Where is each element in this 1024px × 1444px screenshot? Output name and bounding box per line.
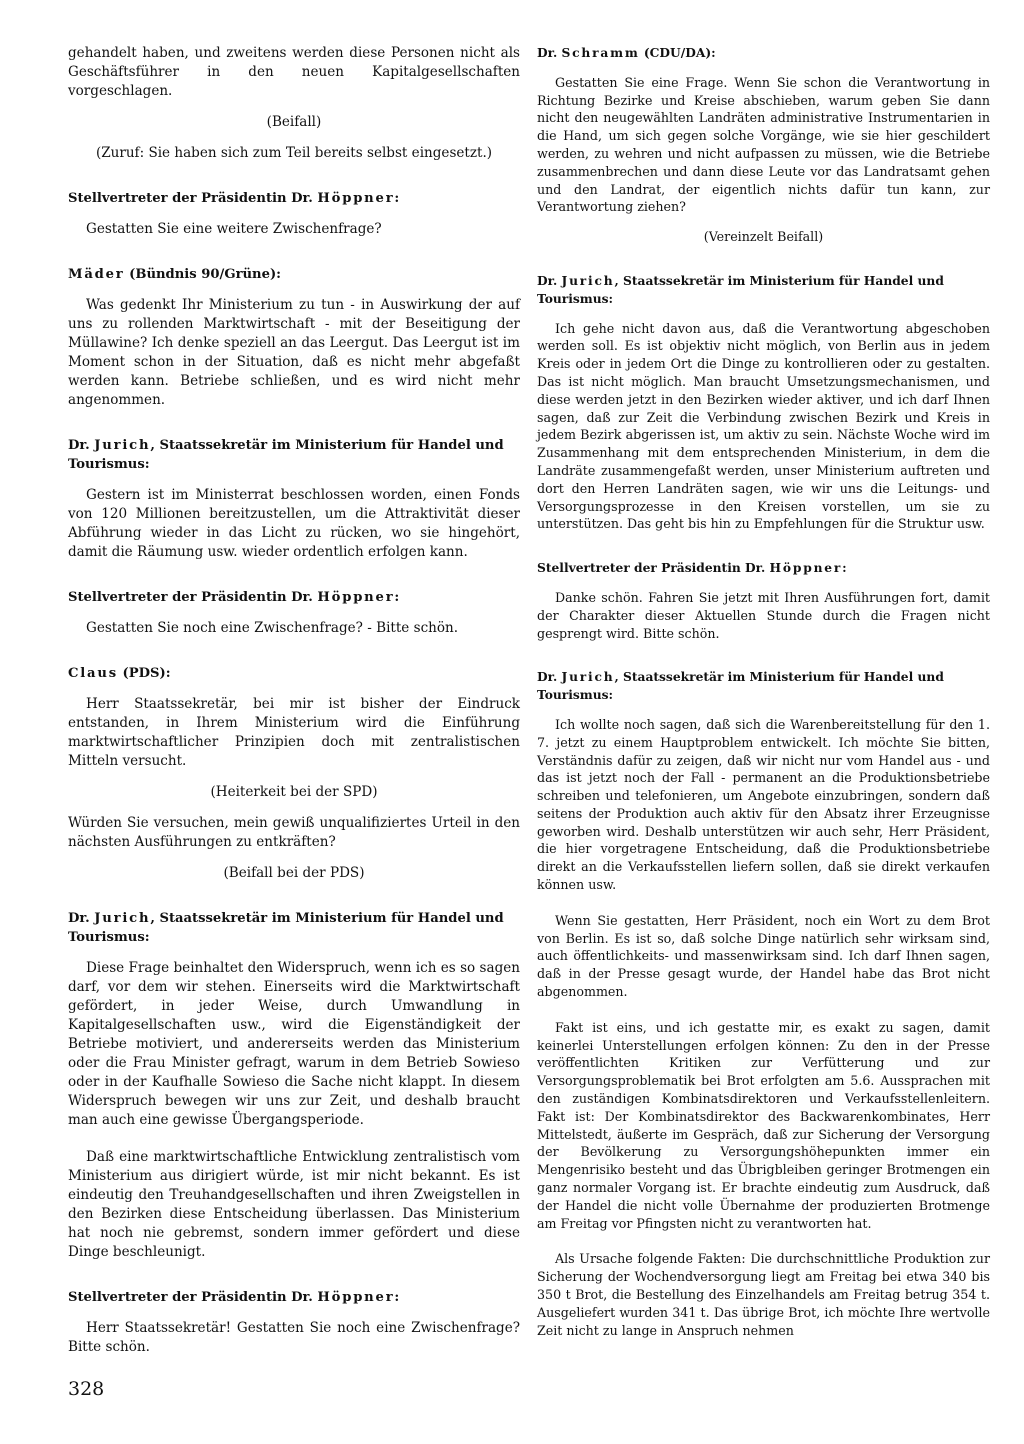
paragraph: Fakt ist eins, und ich gestatte mir, es exakt zu sagen, damit keinerlei Unterstellungen erfolgen können: Zu den in der Presse veröffentlichten Kritiken zur Verfütterung und zur Versorgungsproblematik bei Brot erfolgten am 5.6. Aussprachen mit den zuständigen Kombinatsdirektoren und Verkaufsstellenleitern. Fakt ist: Der Kombinatsdirektor des Backwarenkombinates, Herr Mittelstedt, äußerte im Gespräch, daß zur Sicherung der Versorgung der Bevölkerung zu Versorgungshöhepunkten immer ein Mengenrisiko besteht und das Übrigbleiben geringer Brotmengen ein ganz normaler Vorgang ist. Er brachte eindeutig zum Ausdruck, daß der Handel die nicht volle Übernahme der produzierten Brotmenge am Freitag vor Pfingsten nicht zu verantworten hat. xyxy=(537,1019,990,1231)
paragraph: Gestatten Sie eine weitere Zwischenfrage? xyxy=(86,221,382,237)
paragraph: Danke schön. Fahren Sie jetzt mit Ihren Ausführungen fort, damit der Charakter dieser Aktuellen Stunde durch die Fragen nicht gesprengt wird. Bitte schön. xyxy=(537,589,990,641)
speaker-name: Höppner xyxy=(317,191,395,206)
paragraph: Wenn Sie gestatten, Herr Präsident, noch ein Wort zu dem Brot von Berlin. Es ist so, daß solche Dinge natürlich sehr wirksam sind, auch öffentlichkeits- und massenwirksam sind. Ich darf Ihnen sagen, daß in der Presse gesagt wurde, der Handel habe das Brot nicht abgenommen. xyxy=(537,912,990,1000)
paragraph: Gestatten Sie noch eine Zwischenfrage? - Bitte schön. xyxy=(86,620,459,636)
speaker-name: Höppner xyxy=(317,590,395,605)
speaker-title: Dr. xyxy=(537,45,562,60)
paragraph: Herr Staatssekretär, bei mir ist bisher der Eindruck entstanden, in Ihrem Ministerium wird die Einführung marktwirtschaftlicher Prinzipien doch mit zentralistischen Mitteln versucht. xyxy=(68,696,520,769)
paragraph: Ich gehe nicht davon aus, daß die Verantwortung abgeschoben werden soll. Es ist objektiv nicht möglich, von Berlin aus in jedem Kreis oder in jedem Ort die Dinge zu kontrollieren oder zu gestalten. Das ist nicht möglich. Man braucht Umsetzungsmechanismen, und diese werden jetzt in den Bezirken wieder aktiver, und ich darf Ihnen sagen, daß zur Zeit die Verbindung zwischen Bezirk und Kreis in jedem Bezirk abgerissen ist, um aktiv zu sein. Nächste Woche wird im Zusammenhang mit dem entsprechenden Ministerium, in dem die Landräte zusammengefaßt werden, unser Ministerium auftreten und dort den Herren Landräten sagen, wie wir uns die Leitungs- und Versorgungsprozesse in den Kreisen vorstellen, um sie zu unterstützen. Das geht bis hin zu Empfehlungen für die Struktur usw. xyxy=(537,320,990,532)
speaker-colon: : xyxy=(394,590,400,605)
speaker-party: (CDU/DA): xyxy=(639,45,716,60)
stage-direction-zuruf: (Zuruf: Sie haben sich zum Teil bereits selbst eingesetzt.) xyxy=(95,145,493,161)
speaker-party: (PDS): xyxy=(117,666,171,681)
paragraph: Herr Staatssekretär! Gestatten Sie noch eine Zwischenfrage? Bitte schön. xyxy=(68,1320,520,1355)
speaker-name: Claus xyxy=(68,666,118,681)
paragraph: Daß eine marktwirtschaftliche Entwicklung zentralistisch vom Ministerium aus dirigiert würde, ist mir nicht bekannt. Es ist eindeutig den Treuhandgesellschaften und ihren Zweigstellen in den Bezirken diese Entscheidung überlassen. Das Ministerium hat noch nie gebremst, sondern immer gefördert und diese Dinge beschleunigt. xyxy=(68,1149,520,1260)
speaker-heading xyxy=(68,436,520,474)
right-column xyxy=(537,44,990,1339)
speaker-heading xyxy=(68,909,520,947)
paragraph: Als Ursache folgende Fakten: Die durchschnittliche Produktion zur Sicherung der Wochendversorgung liegt am Freitag bei etwa 340 bis 350 t Brot, die Bestellung des Einzelhandels am Freitag betrug 354 t. Ausgeliefert wurden 341 t. Das übrige Brot, ich möchte Ihre wertvolle Zeit nicht zu lange in Anspruch nehmen xyxy=(537,1251,990,1338)
left-column xyxy=(68,44,520,1357)
paragraph: Diese Frage beinhaltet den Widerspruch, wenn ich es so sagen darf, vor dem wir stehen. Einerseits wird die Marktwirtschaft gefördert, in jeder Weise, durch Umwandlung in Kapitalgesellschaften usw., wird die Eigenständigkeit der Betriebe motiviert, und andererseits werden das Ministerium oder die Frau Minister gefragt, warum in dem Betrieb Sowieso oder in der Kaufhalle Sowieso die Sache nicht klappt. In diesem Widerspruch bewegen wir uns zur Zeit, und deshalb braucht man auch eine gewisse Übergangsperiode. xyxy=(68,960,520,1128)
speaker-role: , Staatssekretär im Ministerium für Handel und Tourismus: xyxy=(68,438,504,472)
speaker-name: Jurich xyxy=(561,272,615,288)
stage-direction-heiterkeit: (Heiterkeit bei der SPD) xyxy=(210,784,378,800)
paragraph: Ich wollte noch sagen, daß sich die Warenbereitstellung für den 1. 7. jetzt zu einem Hauptproblem entwickelt. Ich möchte Sie bitten, Verständnis dafür zu zeigen, daß wir nicht nur vom Handel aus - und das ist jetzt noch der Fall - permanent an die Produktionsbetriebe schreiben und telefonieren, um Angebote einzubringen, sondern daß seitens der Produktion auch aktiv für den Absatz ihrer Erzeugnisse geworben wird. Deshalb unterstützen wir auch sehr, Herr Präsident, die hier vorgetragene Entscheidung, daß die Produktionsbetriebe direkt an die Verkaufsstellen liefern sollen, daß sie direkt verkaufen können usw. xyxy=(537,716,990,893)
speaker-name: Jurich xyxy=(94,438,151,453)
speaker-heading xyxy=(68,1288,520,1307)
speaker-colon: : xyxy=(394,1290,400,1305)
speaker-name: Jurich xyxy=(94,911,151,926)
speaker-title: Dr. xyxy=(537,272,562,288)
speaker-heading xyxy=(537,559,990,577)
stage-direction-beifall-pds: (Beifall bei der PDS) xyxy=(223,865,365,881)
speaker-heading xyxy=(537,44,990,62)
paragraph: Was gedenkt Ihr Ministerium zu tun - in Auswirkung der auf uns zu rollenden Marktwirtschaft - mit der Beseitigung der Müllawine? Ich denke speziell an das Leergut. Das Leergut ist im Moment schon in der Situation, daß es nicht mehr abgefaßt werden kann. Betriebe schließen, und es wird nicht mehr angenommen. xyxy=(68,297,520,408)
speaker-role: , Staatssekretär im Ministerium für Handel und Tourismus: xyxy=(537,669,944,703)
speaker-heading xyxy=(68,588,520,607)
paragraph: Gestatten Sie eine Frage. Wenn Sie schon die Verantwortung in Richtung Bezirke und Kreise abschieben, warum geben Sie dann nicht den neugewählten Landräten administrative Instrumentarien in die Hand, um sich gegen solche Vorgänge, wie sie hier geschildert werden, zu wehren und nicht aufpassen zu müssen, wie die Betriebe zusammenbrechen und dann diese Leute vor das Landratsamt gehen und den Landrat, der eigentlich nichts dafür tun kann, zur Verantwortung ziehen? xyxy=(537,74,990,215)
speaker-name: Höppner xyxy=(317,1290,395,1305)
speaker-heading xyxy=(537,272,990,308)
speaker-name: Höppner xyxy=(769,560,843,576)
speaker-name: Schramm xyxy=(561,45,640,60)
speaker-title: Dr. xyxy=(68,438,95,453)
speaker-colon: : xyxy=(394,191,400,206)
speaker-role: Stellvertreter der Präsidentin Dr. xyxy=(68,1290,318,1305)
speaker-heading xyxy=(68,664,520,683)
speaker-heading xyxy=(68,265,520,284)
speaker-role: Stellvertreter der Präsidentin Dr. xyxy=(68,191,318,206)
speaker-title: Dr. xyxy=(537,669,562,685)
paragraph: Gestern ist im Ministerrat beschlossen worden, einen Fonds von 120 Millionen bereitzustellen, um die Attraktivität dieser Abführung wieder in das Licht zu rücken, wo sie hingehört, damit die Räumung usw. wieder ordentlich erfolgen kann. xyxy=(68,487,520,560)
speaker-party: (Bündnis 90/Grüne): xyxy=(124,267,282,282)
speaker-heading xyxy=(68,189,520,208)
stage-direction-beifall: (Vereinzelt Beifall) xyxy=(703,229,824,245)
speaker-title: Dr. xyxy=(68,911,95,926)
stage-direction-beifall: (Beifall) xyxy=(266,114,322,130)
speaker-heading xyxy=(537,668,990,704)
speaker-name: Jurich xyxy=(561,669,615,685)
paragraph: Würden Sie versuchen, mein gewiß unqualifiziertes Urteil in den nächsten Ausführungen zu entkräften? xyxy=(68,815,520,850)
speaker-name: Mäder xyxy=(68,267,125,282)
speaker-role: , Staatssekretär im Ministerium für Handel und Tourismus: xyxy=(68,911,504,945)
speaker-colon: : xyxy=(842,560,847,576)
page-number: 328 xyxy=(68,1378,105,1400)
speaker-role: , Staatssekretär im Ministerium für Handel und Tourismus: xyxy=(537,272,944,306)
speaker-role: Stellvertreter der Präsidentin Dr. xyxy=(68,590,318,605)
speaker-role: Stellvertreter der Präsidentin Dr. xyxy=(537,560,770,576)
paragraph-intro: gehandelt haben, und zweitens werden diese Personen nicht als Geschäftsführer in den neuen Kapitalgesellschaften vorgeschlagen. xyxy=(68,45,520,99)
